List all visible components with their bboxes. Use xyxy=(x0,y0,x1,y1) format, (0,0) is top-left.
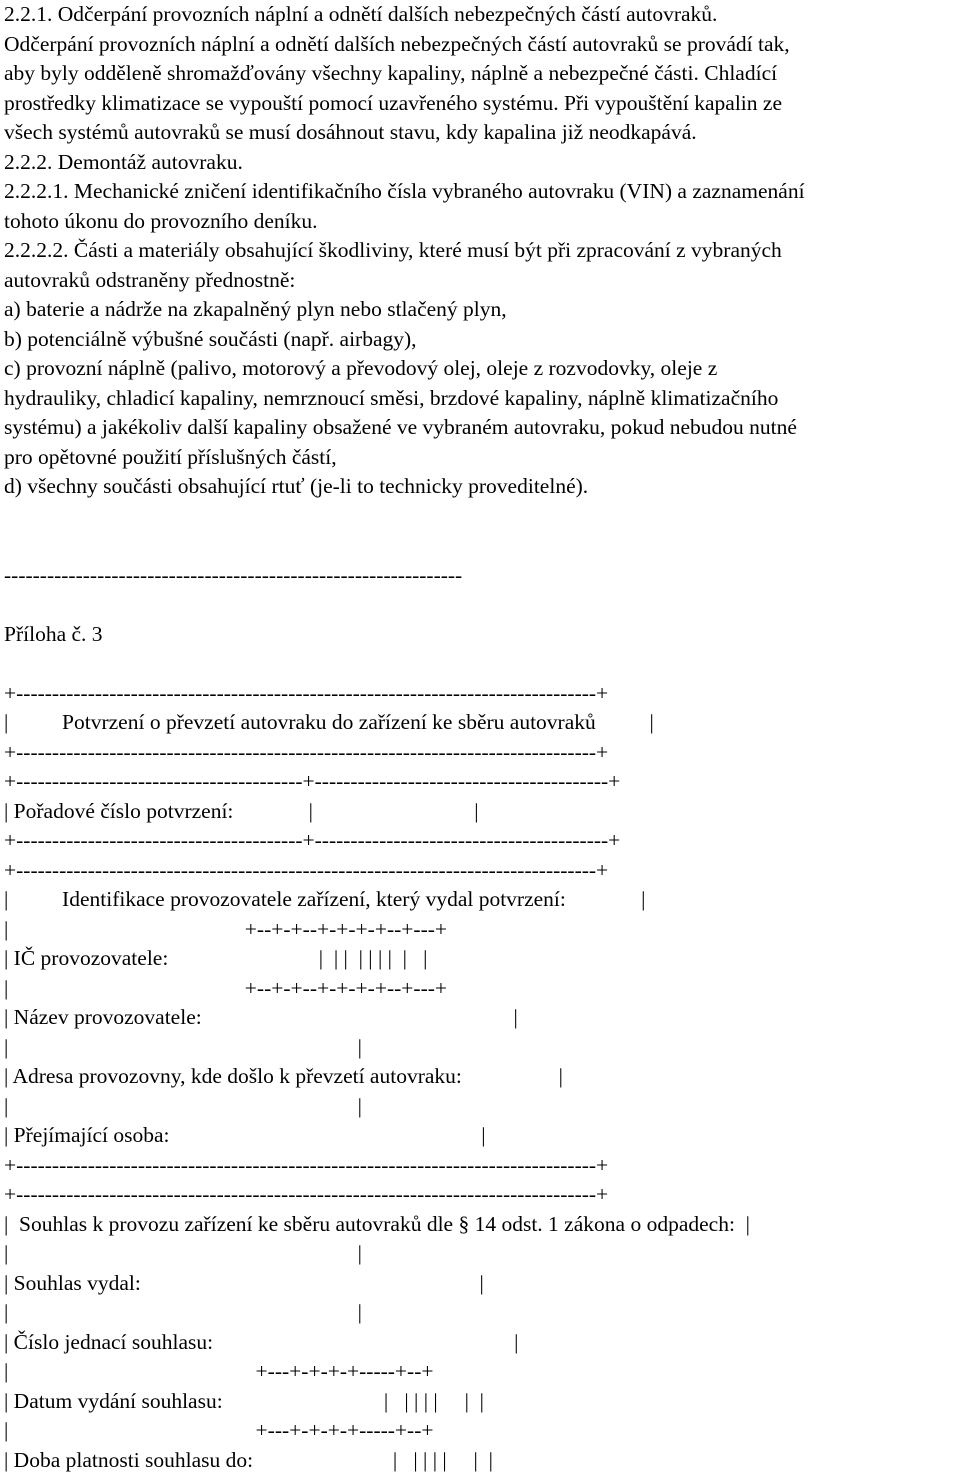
text-line: +---------------------------------------------------------------------------------+ xyxy=(4,679,960,709)
text-line: a) baterie a nádrže na zkapalněný plyn nebo stlačený plyn, xyxy=(4,295,960,325)
text-line: | | xyxy=(4,1092,960,1122)
text-line: hydrauliky, chladicí kapaliny, nemrznoucí směsi, brzdové kapaliny, náplně klimatizačního xyxy=(4,384,960,414)
text-line: | Datum vydání souhlasu: | | | | | | | xyxy=(4,1387,960,1417)
text-line: | +---+-+-+-+-----+--+ xyxy=(4,1416,960,1446)
text-line: | IČ provozovatele: | | | | | | | | | xyxy=(4,944,960,974)
text-line: tohoto úkonu do provozního deníku. xyxy=(4,207,960,237)
blank-line xyxy=(4,590,960,620)
text-line: systému) a jakékoliv další kapaliny obsažené ve vybraném autovraku, pokud nebudou nutné xyxy=(4,413,960,443)
text-line: | Adresa provozovny, kde došlo k převzetí autovraku: | xyxy=(4,1062,960,1092)
text-line: ---------------------------------------------------------------- xyxy=(4,561,960,591)
text-line: | Souhlas vydal: | xyxy=(4,1269,960,1299)
text-line: | Identifikace provozovatele zařízení, který vydal potvrzení: | xyxy=(4,885,960,915)
text-line: b) potenciálně výbušné součásti (např. airbagy), xyxy=(4,325,960,355)
text-line: | Číslo jednací souhlasu: | xyxy=(4,1328,960,1358)
text-line: | | xyxy=(4,1033,960,1063)
text-line: | Název provozovatele: | xyxy=(4,1003,960,1033)
blank-line xyxy=(4,649,960,679)
text-line: 2.2.2. Demontáž autovraku. xyxy=(4,148,960,178)
text-line: +----------------------------------------+-----------------------------------------+ xyxy=(4,767,960,797)
text-line: | Doba platnosti souhlasu do: | | | | | | | xyxy=(4,1446,960,1475)
text-line: | | xyxy=(4,1298,960,1328)
text-line: 2.2.1. Odčerpání provozních náplní a odnětí dalších nebezpečných částí autovraků. xyxy=(4,0,960,30)
text-line: c) provozní náplně (palivo, motorový a převodový olej, oleje z rozvodovky, oleje z xyxy=(4,354,960,384)
text-line: aby byly odděleně shromažďovány všechny kapaliny, náplně a nebezpečné části. Chladící xyxy=(4,59,960,89)
text-line: +---------------------------------------------------------------------------------+ xyxy=(4,1151,960,1181)
text-line: 2.2.2.2. Části a materiály obsahující škodliviny, které musí být při zpracování z vybraných xyxy=(4,236,960,266)
text-line: Odčerpání provozních náplní a odnětí dalších nebezpečných částí autovraků se provádí tak, xyxy=(4,30,960,60)
text-line: všech systémů autovraků se musí dosáhnout stavu, kdy kapalina již neodkapává. xyxy=(4,118,960,148)
text-line: | +--+-+--+-+-+-+--+---+ xyxy=(4,915,960,945)
text-line: | | xyxy=(4,1239,960,1269)
blank-line xyxy=(4,502,960,532)
text-line: | Souhlas k provozu zařízení ke sběru autovraků dle § 14 odst. 1 zákona o odpadech: | xyxy=(4,1210,960,1240)
text-line: +----------------------------------------+-----------------------------------------+ xyxy=(4,826,960,856)
text-line: 2.2.2.1. Mechanické zničení identifikačního čísla vybraného autovraku (VIN) a zaznamenání xyxy=(4,177,960,207)
text-line: | Pořadové číslo potvrzení: | | xyxy=(4,797,960,827)
text-line: | Přejímající osoba: | xyxy=(4,1121,960,1151)
text-line: Příloha č. 3 xyxy=(4,620,960,650)
text-line: prostředky klimatizace se vypouští pomocí uzavřeného systému. Při vypouštění kapalin ze xyxy=(4,89,960,119)
text-line: +---------------------------------------------------------------------------------+ xyxy=(4,738,960,768)
text-line: | Potvrzení o převzetí autovraku do zařízení ke sběru autovraků | xyxy=(4,708,960,738)
text-line: | +--+-+--+-+-+-+--+---+ xyxy=(4,974,960,1004)
text-line: autovraků odstraněny přednostně: xyxy=(4,266,960,296)
text-line: pro opětovné použití příslušných částí, xyxy=(4,443,960,473)
text-line: +---------------------------------------------------------------------------------+ xyxy=(4,1180,960,1210)
text-line: +---------------------------------------------------------------------------------+ xyxy=(4,856,960,886)
text-line: d) všechny součásti obsahující rtuť (je-li to technicky proveditelné). xyxy=(4,472,960,502)
document-page xyxy=(4,0,960,1475)
blank-line xyxy=(4,531,960,561)
text-line: | +---+-+-+-+-----+--+ xyxy=(4,1357,960,1387)
